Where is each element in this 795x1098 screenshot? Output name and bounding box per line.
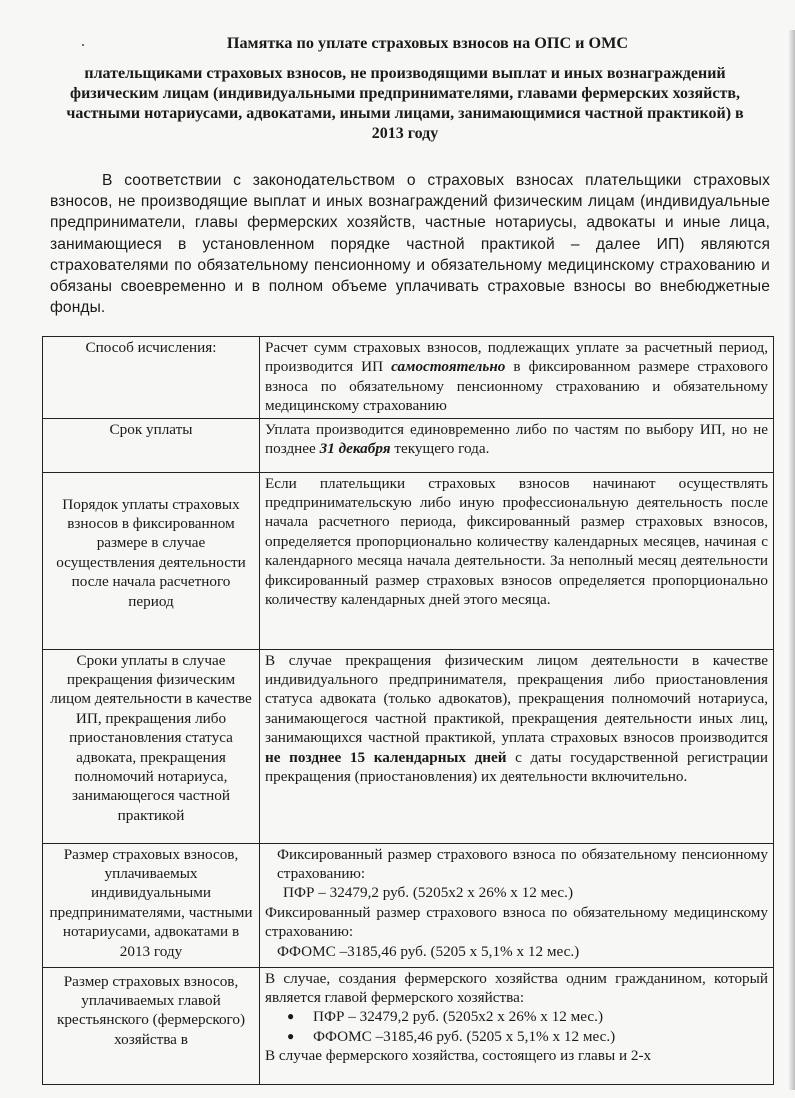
emphasis-text: 31 декабря [319,440,391,458]
row-text [260,418,774,472]
emphasis-text: не позднее 15 календарных дней [265,748,507,766]
text-line: ФФОМС –3185,46 руб. (5205 х 5,1% х 12 мес.) [277,942,580,960]
text-line: В случае, создания фермерского хозяйства одним гражданином, который является главой фермерского хозяйства: [265,969,768,1007]
list-item: ● ПФР – 32479,2 руб. (5205х2 х 26% х 12 мес.) [301,1007,768,1026]
text-part: В случае прекращения физическим лицом деятельности в качестве индивидуального предпринимателя, прекращения либо приостановления статуса адвоката (только адвокатов), прекращения полномочий нотариуса, занимающегося частной практикой, прекращения деятельности иных лиц, занимающихся частной практикой, уплата страховых взносов производится [265,651,768,747]
row-label: Порядок уплаты страховых взносов в фиксированном размере в случае осуществления деятельности после начала расчетного период [43,472,260,649]
document-subtitle: плательщиками страховых взносов, не производящими выплат и иных вознаграждений физическим лицам (индивидуальными предпринимателями, главами фермерских хозяйств, частными нотариусами, адвокатами, иными лицами, занимающимися частной практикой) в 2013 году [66,65,744,142]
table-row [43,418,774,472]
table-row [43,337,774,419]
scan-edge [789,30,795,1090]
row-label: Размер страховых взносов, уплачиваемых индивидуальными предпринимателями, частными нотариусами, адвокатами в 2013 году [43,843,260,967]
table-row [43,967,774,1084]
table-row [43,843,774,967]
row-text [260,649,774,843]
memo-table [42,336,774,1085]
text-part: в фиксированном размере страхового взноса по обязательному пенсионному страхованию и обязательному медицинскому страхованию [265,358,768,415]
text-part: текущего года. [390,440,490,458]
list-item: ● ФФОМС –3185,46 руб. (5205 х 5,1% х 12 мес.) [301,1027,768,1046]
text-part: Расчет сумм страховых взносов, подлежащих уплате за расчетный период, производится ИП [265,339,768,376]
row-label: Размер страховых взносов, уплачиваемых главой крестьянского (фермерского) хозяйства в [43,967,260,1084]
text-line: ПФР – 32479,2 руб. (5205х2 х 26% х 12 мес.) [283,884,574,902]
row-label: Срок уплаты [43,418,260,472]
row-label: Сроки уплаты в случае прекращения физическим лицом деятельности в качестве ИП, прекращения либо приостановления статуса адвоката, прекращения полномочий нотариуса, занимающегося частной практикой [43,649,260,843]
intro-paragraph: В соответствии с законодательством о страховых взносах плательщики страховых взносов, не производящие выплат и иных вознаграждений физическим лицам (индивидуальные предприниматели, главы фермерских хозяйств, частные нотариусы, адвокаты и иные лица, занимающиеся в установленном порядке частной практикой – далее ИП) являются страхователями по обязательному пенсионному и обязательному медицинскому страхованию и обязаны своевременно и в полном объеме уплачивать страховые взносы во внебюджетные фонды. [50,172,770,317]
text-line: В случае фермерского хозяйства, состоящего из главы и 2-х [265,1047,652,1065]
row-text: Если плательщики страховых взносов начинают осуществлять предпринимательскую либо иную профессиональную деятельность после начала расчетного периода, фиксированный размер страховых взносов, определяется пропорционально количеству календарных месяцев, начиная с календарного месяца начала деятельности. За неполный месяц деятельности фиксированный размер страховых взносов определяется пропорционально количеству календарных дней этого месяца. [260,472,774,649]
emphasis-text: самостоятельно [391,358,506,376]
bullet-list [265,1007,768,1046]
text-line: Фиксированный размер страхового взноса по обязательному медицинскому страхованию: [265,903,768,941]
row-text [260,337,774,419]
text-part: Уплата производится единовременно либо по частям по выбору ИП, но не позднее [265,420,768,458]
row-text [260,967,774,1084]
table-row [43,649,774,843]
row-label: Способ исчисления: [43,337,260,419]
row-text [260,843,774,967]
document-title: Памятка по уплате страховых взносов на ОПС и ОМС [226,34,629,52]
table-row [43,472,774,649]
text-line: Фиксированный размер страхового взноса по обязательному пенсионному страхованию: [277,845,768,883]
text-part: с даты государственной регистрации прекращения (приостановления) их деятельности включительно. [265,748,768,786]
